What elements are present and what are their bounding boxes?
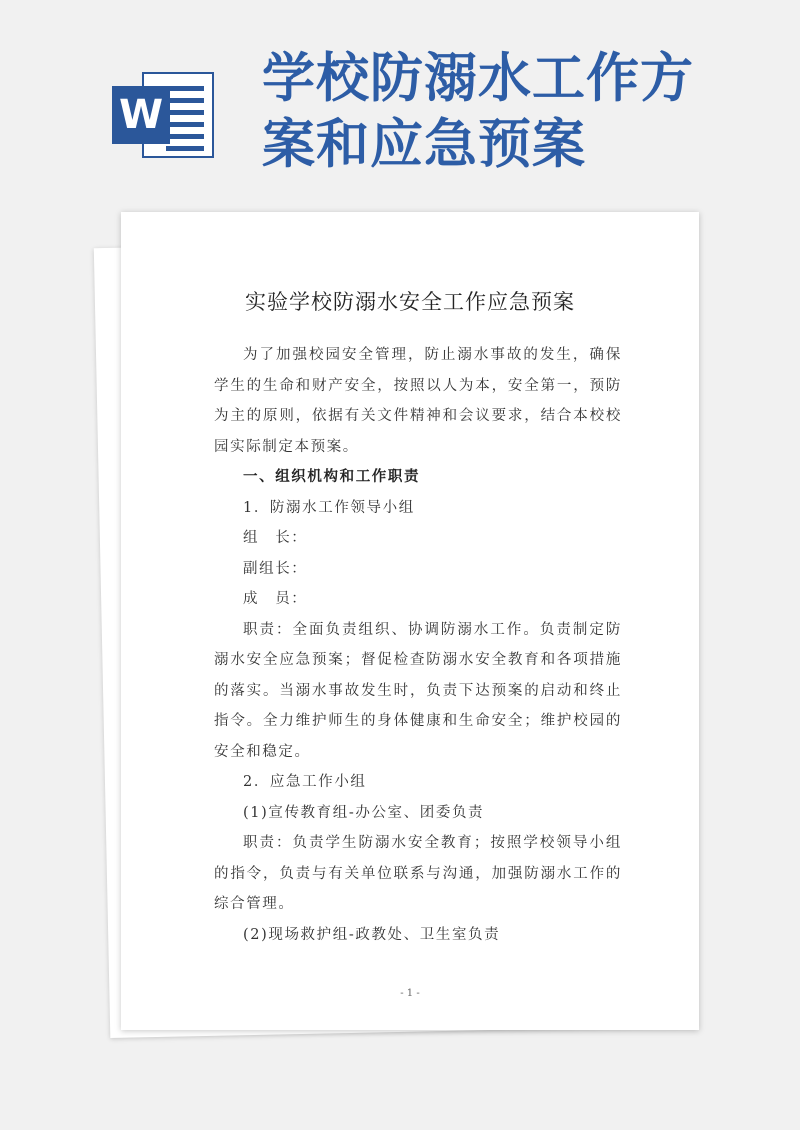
word-document-icon bbox=[112, 72, 216, 158]
paragraph-duties: 职责：负责学生防溺水安全教育；按照学校领导小组的指令，负责与有关单位联系与沟通，加强防溺水工作的综合管理。 bbox=[214, 835, 622, 912]
role-members: 成 员： bbox=[243, 591, 308, 607]
subsection-heading: 1．防溺水工作领导小组 bbox=[243, 499, 415, 516]
paragraph-duties: 职责：全面负责组织、协调防溺水工作。负责制定防溺水安全应急预案；督促检查防溺水安全教育和各项措施的落实。当溺水事故发生时，负责下达预案的启动和终止指令。全力维护师生的身体健康和生命安全；维护校园的安全和稳定。 bbox=[214, 621, 622, 760]
paragraph-intro: 为了加强校园安全管理，防止溺水事故的发生，确保学生的生命和财产安全，按照以人为本，安全第一，预防为主的原则，依据有关文件精神和会议要求，结合本校校园实际制定本预案。 bbox=[214, 347, 622, 455]
page-title-line-1: 学校防溺水工作方 bbox=[262, 48, 694, 109]
group-item: (2)现场救护组-政教处、卫生室负责 bbox=[243, 926, 501, 943]
document-body bbox=[214, 340, 622, 950]
role-leader: 组 长： bbox=[243, 530, 308, 546]
word-badge-icon: W bbox=[112, 86, 170, 144]
header-banner bbox=[0, 0, 800, 200]
role-deputy-leader: 副组长： bbox=[243, 560, 308, 577]
page-number: - 1 - bbox=[400, 988, 420, 999]
page-title bbox=[262, 46, 782, 178]
section-heading: 一、组织机构和工作职责 bbox=[243, 469, 421, 485]
group-item: (1)宣传教育组-办公室、团委负责 bbox=[243, 804, 485, 821]
subsection-heading: 2．应急工作小组 bbox=[243, 774, 367, 790]
document-title: 实验学校防溺水安全工作应急预案 bbox=[245, 290, 575, 314]
page-title-line-2: 案和应急预案 bbox=[262, 114, 586, 175]
document-page bbox=[121, 212, 699, 1030]
